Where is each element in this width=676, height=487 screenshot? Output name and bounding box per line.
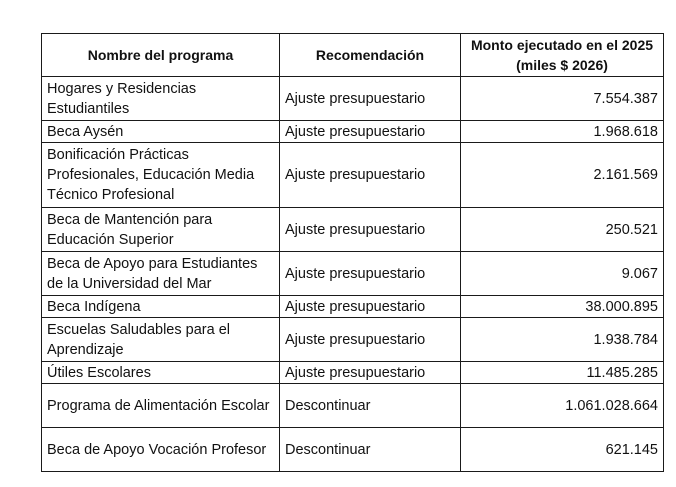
table-row [42,208,664,252]
programs-table [41,33,664,472]
amount: 1.968.618 [461,121,664,143]
recommendation: Ajuste presupuestario [280,362,461,384]
program-name: Hogares y Residencias Estudiantiles [42,77,280,121]
program-name: Beca de Apoyo para Estudiantes de la Universidad del Mar [42,252,280,296]
table-row [42,143,664,208]
amount: 1.061.028.664 [461,384,664,428]
recommendation: Ajuste presupuestario [280,143,461,208]
program-name: Bonificación Prácticas Profesionales, Educación Media Técnico Profesional [42,143,280,208]
header-program: Nombre del programa [42,34,280,77]
program-name: Programa de Alimentación Escolar [42,384,280,428]
recommendation: Descontinuar [280,428,461,472]
amount: 1.938.784 [461,318,664,362]
program-name: Beca de Mantención para Educación Superior [42,208,280,252]
table-row [42,428,664,472]
amount: 38.000.895 [461,296,664,318]
recommendation: Ajuste presupuestario [280,208,461,252]
recommendation: Descontinuar [280,384,461,428]
table-row [42,252,664,296]
amount: 7.554.387 [461,77,664,121]
table-row [42,362,664,384]
header-recommendation: Recomendación [280,34,461,77]
table-row [42,318,664,362]
program-name: Escuelas Saludables para el Aprendizaje [42,318,280,362]
table-row [42,296,664,318]
amount: 11.485.285 [461,362,664,384]
recommendation: Ajuste presupuestario [280,77,461,121]
amount: 9.067 [461,252,664,296]
recommendation: Ajuste presupuestario [280,296,461,318]
header-row [42,34,664,77]
table-row [42,77,664,121]
recommendation: Ajuste presupuestario [280,318,461,362]
program-name: Beca de Apoyo Vocación Profesor [42,428,280,472]
program-name: Beca Indígena [42,296,280,318]
table-row [42,384,664,428]
header-amount: Monto ejecutado en el 2025 (miles $ 2026) [461,34,664,77]
amount: 250.521 [461,208,664,252]
program-name: Útiles Escolares [42,362,280,384]
amount: 621.145 [461,428,664,472]
amount: 2.161.569 [461,143,664,208]
program-name: Beca Aysén [42,121,280,143]
recommendation: Ajuste presupuestario [280,121,461,143]
table-row [42,121,664,143]
recommendation: Ajuste presupuestario [280,252,461,296]
